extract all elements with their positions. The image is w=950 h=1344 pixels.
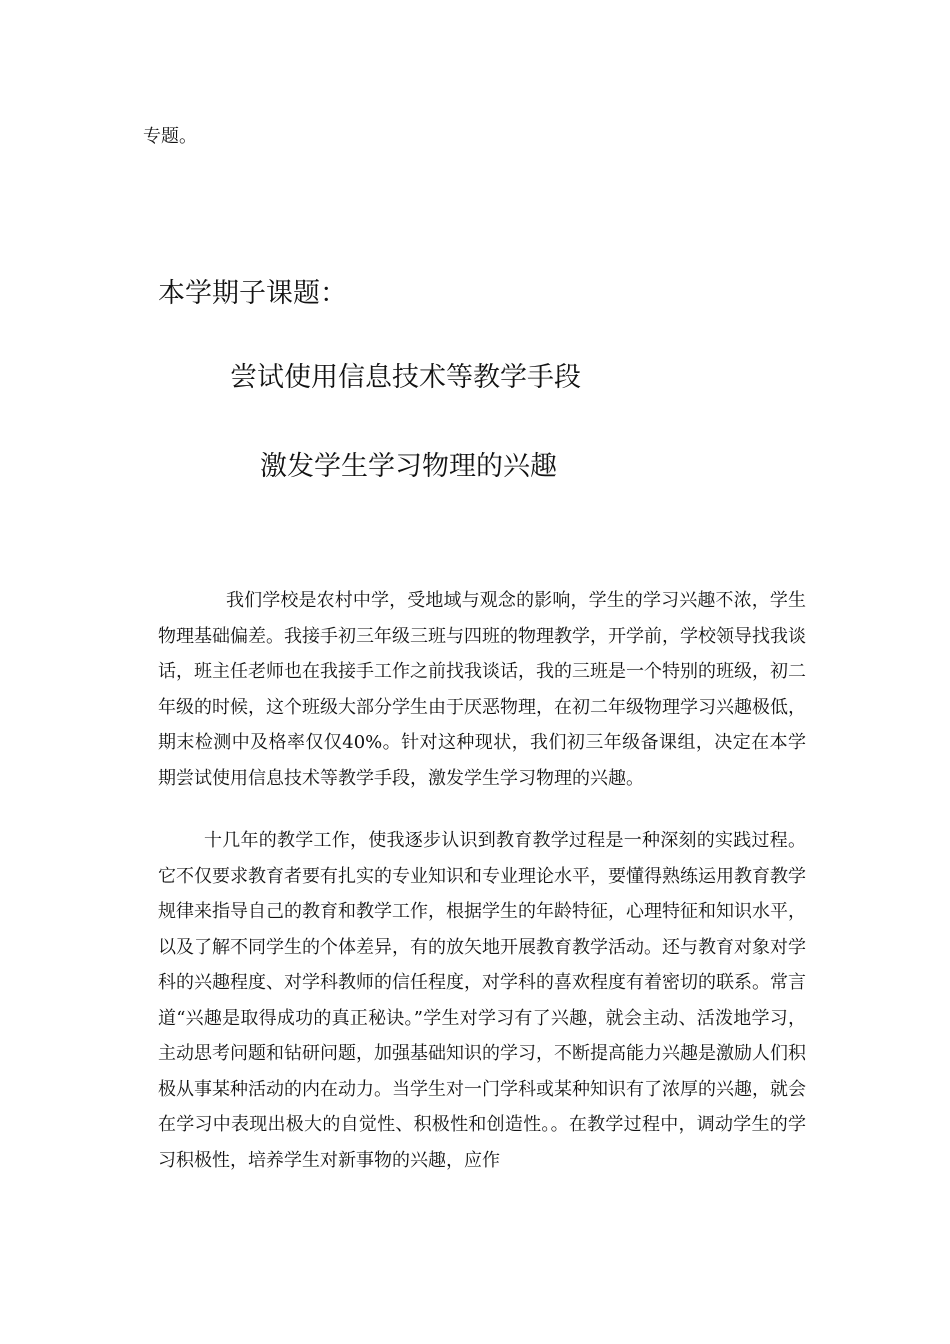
section-heading: 本学期子课题：: [158, 278, 347, 309]
topic-title-line-1: 尝试使用信息技术等教学手段: [230, 362, 581, 393]
continued-text-line: 专题。: [143, 126, 197, 147]
topic-title-line-2: 激发学生学习物理的兴趣: [260, 451, 557, 482]
body-paragraph-1: 我们学校是农村中学，受地域与观念的影响，学生的学习兴趣不浓，学生物理基础偏差。我接手初三年级三班与四班的物理教学，开学前，学校领导找我谈话，班主任老师也在我接手工作之前找我谈话，我的三班是一个特别的班级，初二年级的时候，这个班级大部分学生由于厌恶物理，在初二年级物理学习兴趣极低，期末检测中及格率仅仅40%。针对这种现状，我们初三年级备课组，决定在本学期尝试使用信息技术等教学手段，激发学生学习物理的兴趣。: [158, 590, 806, 789]
body-paragraph-2: 十几年的教学工作，使我逐步认识到教育教学过程是一种深刻的实践过程。它不仅要求教育者要有扎实的专业知识和专业理论水平，要懂得熟练运用教育教学规律来指导自己的教育和教学工作，根据学生的年龄特征，心理特征和知识水平，以及了解不同学生的个体差异，有的放矢地开展教育教学活动。还与教育对象对学科的兴趣程度、对学科教师的信任程度，对学科的喜欢程度有着密切的联系。常言道“兴趣是取得成功的真正秘诀。”学生对学习有了兴趣，就会主动、活泼地学习，主动思考问题和钻研问题，加强基础知识的学习，不断提高能力兴趣是激励人们积极从事某种活动的内在动力。当学生对一门学科或某种知识有了浓厚的兴趣，就会在学习中表现出极大的自觉性、积极性和创造性。。在教学过程中，调动学生的学习积极性，培养学生对新事物的兴趣，应作: [158, 830, 806, 1171]
